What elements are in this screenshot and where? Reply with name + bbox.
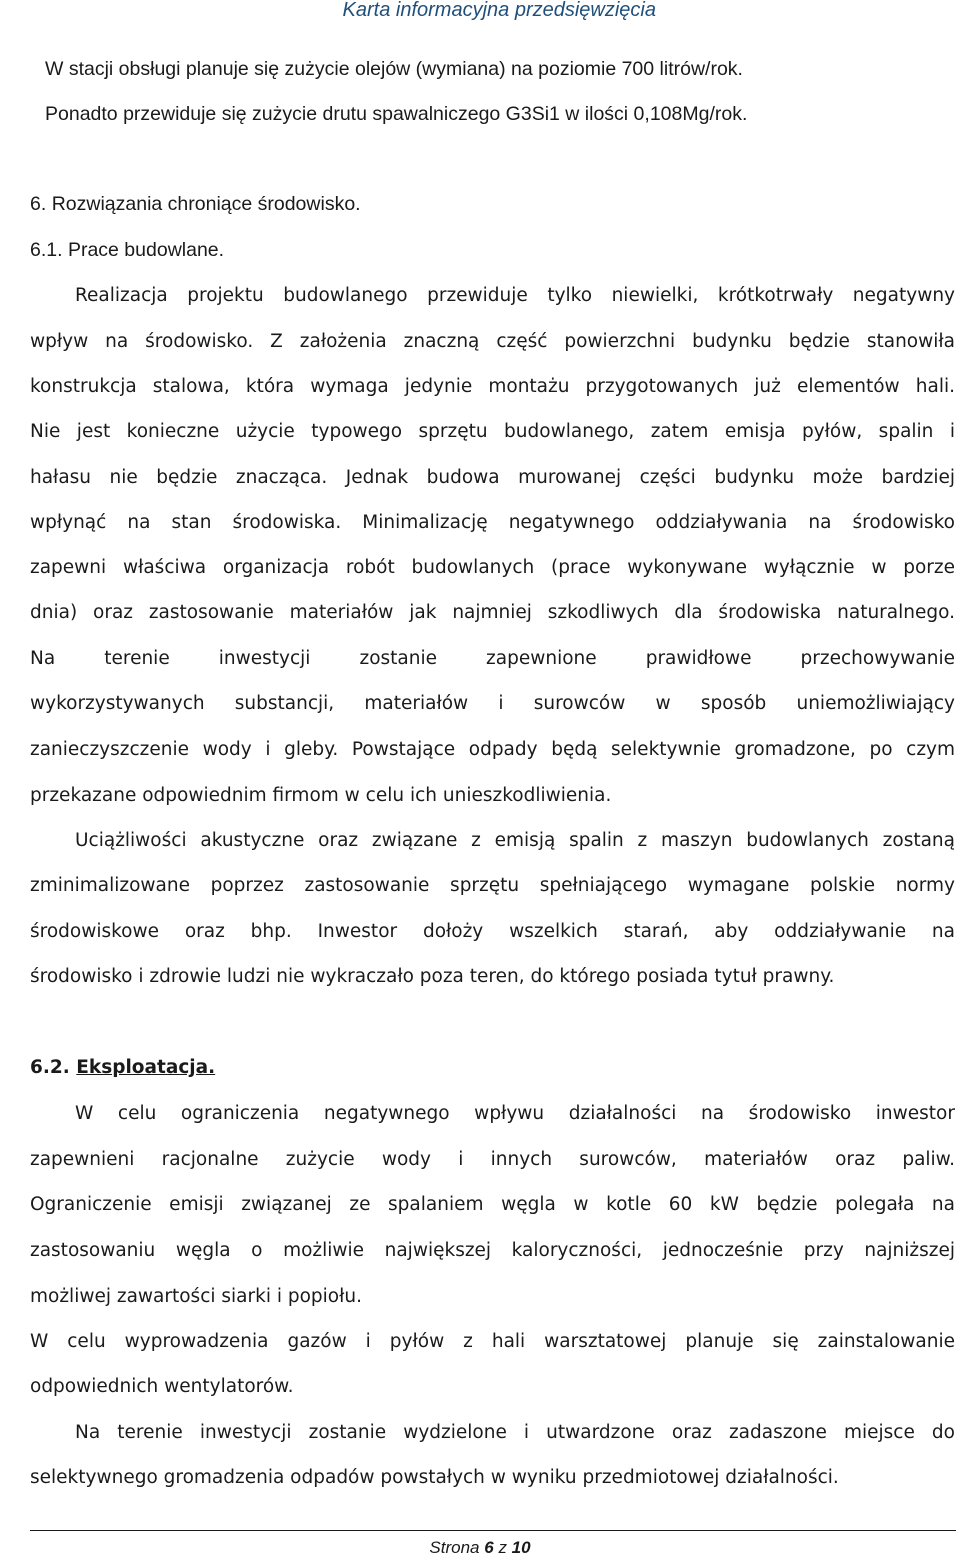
intro-line-2: Ponadto przewiduje się zużycie drutu spawalniczego G3Si1 w ilości 0,108Mg/rok.	[45, 103, 748, 125]
footer-page-number: 6	[484, 1538, 494, 1557]
paragraph-line: selektywnego gromadzenia odpadów powstałych w wyniku przedmiotowej działalności.	[30, 1467, 839, 1488]
paragraph-line: W celu ograniczenia negatywnego wpływu działalności na środowisko inwestor	[75, 1103, 955, 1124]
paragraph-line: środowisko i zdrowie ludzi nie wykraczało poza teren, do którego posiada tytuł prawny.	[30, 966, 835, 987]
section-6-2-number: 6.2.	[30, 1057, 70, 1078]
section-6-2-heading	[30, 1056, 215, 1080]
paragraph-line: zapewni właściwa organizacja robót budowlanych (prace wykonywane wyłącznie w porze	[30, 557, 955, 578]
paragraph-line: dnia) oraz zastosowanie materiałów jak najmniej szkodliwych dla środowiska naturalnego.	[30, 602, 955, 623]
page-header	[0, 0, 960, 30]
header-title: Karta informacyjna przedsięwzięcia	[342, 0, 656, 21]
paragraph-line: wpływ na środowisko. Z założenia znaczną część powierzchni budynku będzie stanowiła	[30, 331, 955, 352]
section-6-title: Rozwiązania chroniące środowisko.	[51, 193, 361, 215]
section-6-2-title: Eksploatacja.	[76, 1057, 216, 1078]
footer-prefix: Strona	[429, 1538, 480, 1557]
paragraph-line: zanieczyszczenie wody i gleby. Powstające odpady będą selektywnie gromadzone, po czym	[30, 739, 955, 760]
paragraph-line: zastosowaniu węgla o możliwie największej kaloryczności, jednocześnie przy najniższej	[30, 1240, 955, 1261]
paragraph-line: hałasu nie będzie znacząca. Jednak budowa murowanej części budynku może bardziej	[30, 467, 955, 488]
paragraph-line: Na terenie inwestycji zostanie wydzielone i utwardzone oraz zadaszone miejsce do	[75, 1422, 955, 1443]
paragraph-line: Na terenie inwestycji zostanie zapewnione prawidłowe przechowywanie	[30, 648, 955, 669]
paragraph-line: Uciążliwości akustyczne oraz związane z emisją spalin z maszyn budowlanych zostaną	[75, 830, 955, 851]
paragraph-line: odpowiednich wentylatorów.	[30, 1376, 294, 1397]
section-6-1-title: Prace budowlane.	[67, 239, 225, 261]
footer-separator: z	[498, 1538, 507, 1557]
section-6-1-number: 6.1.	[30, 239, 63, 261]
paragraph-line: przekazane odpowiednim firmom w celu ich unieszkodliwienia.	[30, 785, 612, 806]
paragraph-line: Nie jest konieczne użycie typowego sprzętu budowlanego, zatem emisja pyłów, spalin i	[30, 421, 955, 442]
footer-divider	[30, 1530, 956, 1531]
paragraph-line: Realizacja projektu budowlanego przewiduje tylko niewielki, krótkotrwały negatywny	[75, 285, 955, 306]
paragraph-line: wpłynąć na stan środowiska. Minimalizację negatywnego oddziaływania na środowisko	[30, 512, 955, 533]
paragraph-line: konstrukcja stalowa, która wymaga jedynie montażu przygotowanych już elementów hali.	[30, 376, 955, 397]
paragraph-line: środowiskowe oraz bhp. Inwestor dołoży wszelkich starań, aby oddziaływanie na	[30, 921, 955, 942]
paragraph-line: zapewnieni racjonalne zużycie wody i innych surowców, materiałów oraz paliw.	[30, 1149, 955, 1170]
intro-line-1: W stacji obsługi planuje się zużycie olejów (wymiana) na poziomie 700 litrów/rok.	[45, 58, 743, 80]
paragraph-line: W celu wyprowadzenia gazów i pyłów z hali warsztatowej planuje się zainstalowanie	[30, 1331, 955, 1352]
page-footer	[0, 1538, 960, 1558]
paragraph-line: wykorzystywanych substancji, materiałów i surowców w sposób uniemożliwiający	[30, 693, 955, 714]
section-6-number: 6.	[30, 193, 47, 215]
paragraph-line: Ograniczenie emisji związanej ze spalaniem węgla w kotle 60 kW będzie polegała na	[30, 1194, 955, 1215]
paragraph-line: zminimalizowane poprzez zastosowanie sprzętu spełniającego wymagane polskie normy	[30, 875, 955, 896]
paragraph-line: możliwej zawartości siarki i popiołu.	[30, 1286, 362, 1307]
section-6-1-heading	[30, 238, 224, 262]
footer-page-total: 10	[511, 1538, 531, 1557]
section-6-heading	[30, 192, 361, 216]
